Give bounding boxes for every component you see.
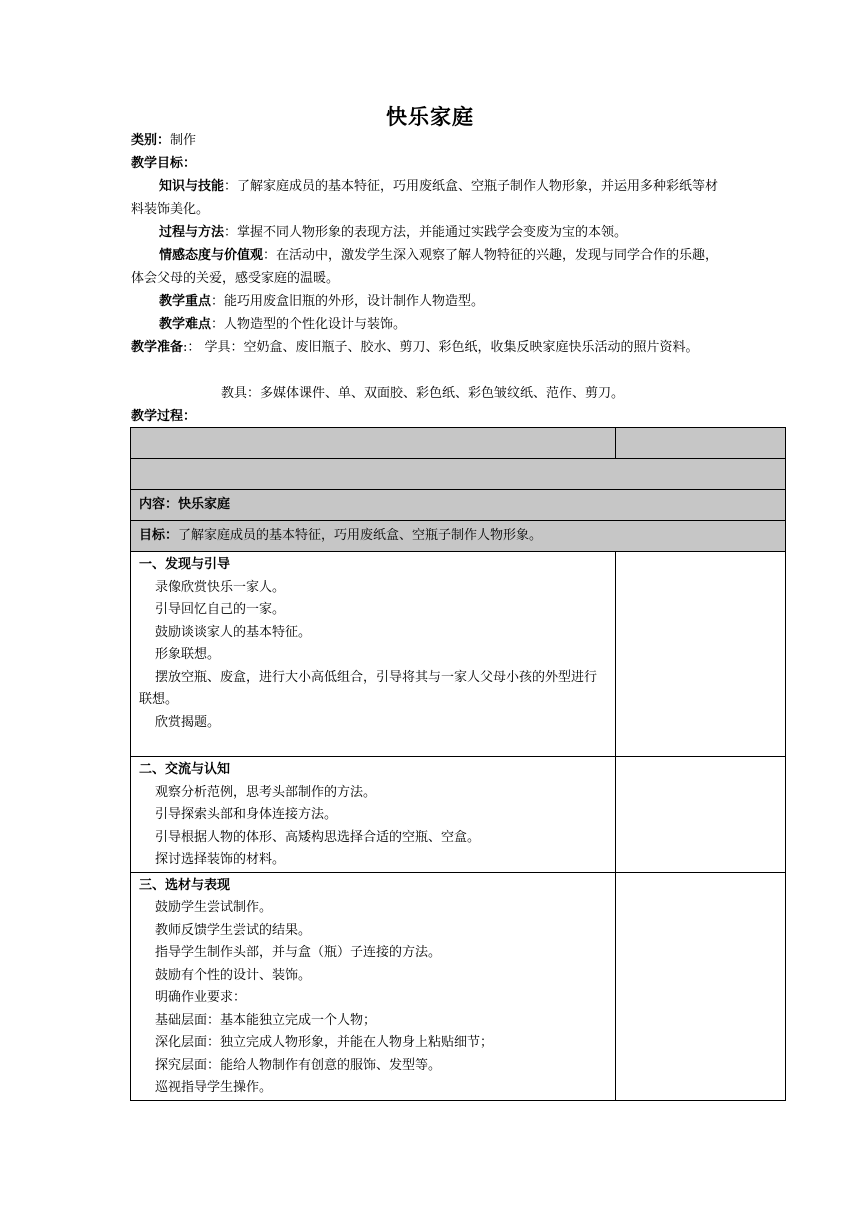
list-item: 欣赏揭题。 [155, 714, 221, 730]
difficulty-text: ：人物造型的个性化设计与装饰。 [211, 317, 407, 332]
list-item: 巡视指导学生操作。 [155, 1080, 273, 1095]
table-row [131, 872, 786, 1100]
content-label: 内容： [139, 496, 179, 512]
table-header-row [131, 428, 786, 459]
list-item: 形象联想。 [155, 647, 221, 662]
table-target-row [131, 521, 786, 552]
process-paragraph [131, 221, 731, 244]
process-label: 过程与方法 [159, 225, 225, 240]
notes-cell [616, 872, 786, 1100]
process-heading [131, 405, 731, 428]
keypoint-label: 教学重点 [159, 294, 212, 309]
list-item: 录像欣赏快乐一家人。 [155, 579, 286, 595]
keypoint-paragraph [131, 290, 731, 313]
emotion-label: 情感态度与价值观 [159, 248, 264, 263]
process-text: ：掌握不同人物形象的表现方法，并能通过实践学会变废为宝的本领。 [224, 225, 628, 240]
list-item: 基础层面：基本能独立完成一个人物； [155, 1012, 377, 1028]
prep-paragraph [131, 336, 731, 359]
difficulty-paragraph [131, 313, 731, 336]
notes-cell [616, 757, 786, 873]
list-item: 鼓励学生尝试制作。 [155, 900, 273, 915]
list-item: 鼓励有个性的设计、装饰。 [155, 967, 312, 983]
emotion-text: ：在活动中，激发学生深入观察了解人物特征的兴趣，发现与同学合作的乐趣，体会父母的关爱，感受家庭的温暖。 [131, 248, 719, 286]
difficulty-label: 教学难点 [159, 317, 212, 332]
section-heading: 一、发现与引导 [139, 557, 231, 572]
category-value: 制作 [170, 133, 197, 148]
target-cell [131, 521, 786, 552]
knowledge-text: ：了解家庭成员的基本特征，巧用废纸盒、空瓶子制作人物形象，并运用多种彩纸等材料装饰美化。 [131, 179, 719, 217]
list-item: 鼓励谈谈家人的基本特征。 [155, 624, 312, 640]
target-label: 目标： [139, 527, 179, 543]
content-cell [131, 490, 786, 521]
keypoint-text: ：能巧用废盒旧瓶的外形，设计制作人物造型。 [211, 294, 485, 309]
emotion-paragraph [131, 244, 731, 290]
list-item: 指导学生制作头部，并与盒（瓶）子连接的方法。 [155, 945, 442, 960]
section-heading: 二、交流与认知 [139, 762, 231, 777]
list-item: 深化层面：独立完成人物形象，并能在人物身上粘贴细节； [155, 1035, 494, 1050]
list-item: 引导回忆自己的一家。 [155, 602, 286, 617]
process-heading-label: 教学过程： [131, 409, 197, 424]
list-item: 摆放空瓶、废盒，进行大小高低组合，引导将其与一家人父母小孩的外型进行联想。 [139, 669, 598, 707]
prep-label: 教学准备 [131, 340, 184, 355]
category-line [131, 129, 731, 152]
prep-text: :： 学具：空奶盒、废旧瓶子、胶水、剪刀、彩色纸，收集反映家庭快乐活动的照片资料。 [183, 340, 699, 355]
table-content-row [131, 490, 786, 521]
section-heading: 三、选材与表现 [139, 877, 231, 893]
knowledge-paragraph [131, 175, 731, 221]
prep-teacher-line: 教具：多媒体课件、单、双面胶、彩色纸、彩色皱纹纸、范作、剪刀。 [221, 386, 625, 401]
list-item: 明确作业要求： [155, 990, 247, 1005]
goal-label: 教学目标： [131, 156, 197, 171]
notes-cell [616, 552, 786, 757]
table-row [131, 552, 786, 757]
list-item: 教师反馈学生尝试的结果。 [155, 922, 312, 938]
header-cell-left [131, 428, 616, 459]
header-cell-right [616, 428, 786, 459]
knowledge-label: 知识与技能 [159, 179, 225, 194]
list-item: 探究层面：能给人物制作有创意的服饰、发型等。 [155, 1057, 442, 1073]
list-item: 引导探索头部和身体连接方法。 [155, 807, 338, 822]
list-item: 观察分析范例，思考头部制作的方法。 [155, 784, 377, 800]
goal-heading [131, 152, 731, 175]
page-title: 快乐家庭 [386, 104, 474, 129]
section-cell [131, 872, 616, 1100]
category-label: 类别： [131, 133, 171, 148]
blank-gray-cell [131, 459, 786, 490]
list-item: 引导根据人物的体形、高矮构思选择合适的空瓶、空盒。 [155, 829, 481, 845]
table-blank-row [131, 459, 786, 490]
table-row [131, 757, 786, 873]
target-value: 了解家庭成员的基本特征，巧用废纸盒、空瓶子制作人物形象。 [178, 527, 543, 543]
section-cell [131, 757, 616, 873]
process-table [130, 427, 786, 1101]
content-value: 快乐家庭 [178, 496, 231, 512]
list-item: 探讨选择装饰的材料。 [155, 852, 286, 867]
section-cell [131, 552, 616, 757]
